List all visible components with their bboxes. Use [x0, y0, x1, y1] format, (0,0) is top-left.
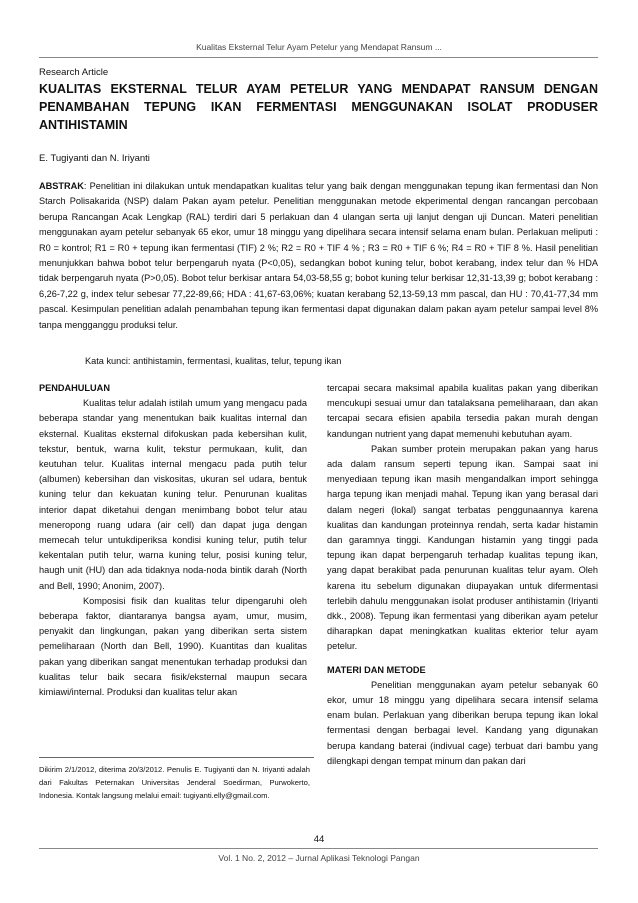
abstract-label: ABSTRAK — [39, 181, 84, 191]
paragraph: tercapai secara maksimal apabila kualitas pakan yang diberikan mencukupi sesuai umur dan tatalaksana pemeliharaan, dan akan tercapai secara efisien apabila tersedia pakan murah dengan kandungan nutrient yang dapat memenuhi kebutuhan ayam. — [327, 383, 598, 439]
paper-title: KUALITAS EKSTERNAL TELUR AYAM PETELUR YANG MENDAPAT RANSUM DENGAN PENAMBAHAN TEPUNG IKAN FERMENTASI MENGGUNAKAN ISOLAT PRODUSER ANTIHISTAMIN — [39, 82, 598, 132]
abstract — [39, 179, 598, 333]
page-number: 44 — [313, 834, 325, 845]
footnote-rule — [39, 757, 314, 758]
running-header: Kualitas Eksternal Telur Ayam Petelur yang Mendapat Ransum ... — [196, 42, 442, 52]
section-heading-materi-dan-metode: MATERI DAN METODE — [327, 664, 426, 675]
abstract-text: : Penelitian ini dilakukan untuk mendapatkan kualitas telur yang baik dengan menggunakan tepung ikan fermentasi dan Non Starch Polisakarida (NSP) dalam Pakan ayam petelur. Penelitian menggunakan metode ekperimental dengan rancangan percobaan berupa Rancangan Acak Lengkap (RAL) terdiri dari 5 perlakuan dan 4 ulangan serta uji lanjut dengan uji Duncan. Materi penelitian menggunakan ayam petelur sebanyak 65 ekor, umur 18 minggu yang dipelihara secara intensif selama enam bulan. Perlakuan meliputi : R0 = kontrol; R1 = R0 + tepung ikan fermentasi (TIF) 2 %; R2 = R0 + TIF 4 % ; R3 = R0 + TIF 6 %; R4 = R0 + TIF 8 %. Hasil penelitian menunjukkan bahwa bobot telur berpengaruh nyata (P<0,05), sedangkan bobot kuning telur, bobot kerabang, index telur dan % HDA tidak berpengaruh nyata (P>0,05). Bobot telur berkisar antara 54,03-58,55 g; bobot kuning telur berkisar 12,31-13,39 g; bobot kerabang : 6,26-7,22 g, index telur sebesar 77,22-89,66; HDA : 41,67-63,06%; kuatan kerabang 52,13-59,13 mm pascal, dan HU : 70,41-77,34 mm pascal. Kesimpulan penelitian adalah penambahan tepung ikan fermentasi dapat digunakan dalam pakan ayam petelur sampai level 8% tanpa mengganggu produksi telur. — [39, 181, 598, 330]
paragraph: Komposisi fisik dan kualitas telur dipengaruhi oleh beberapa faktor, diantaranya bangsa ayam, umur, musim, penyakit dan lingkungan, pakan yang diberikan serta sistem pemeliharaan (North dan Bell, 1990). Kuantitas dan kualitas pakan yang diberikan sangat menentukan terhadap produksi dan kualitas telur baik secara fisik/eksternal maupun secara kimiawi/internal. Produksi dan kualitas telur akan — [39, 595, 307, 698]
paragraph: Pakan sumber protein merupakan pakan yang harus ada dalam ransum seperti tepung ikan. Sampai saat ini menyediaan tepung ikan masih mengandalkan import sehingga harga tepung ikan menjadi mahal. Tepung ikan yang berasal dari dalam negeri (lokal) sangat terbatas penggunaannya karena kualitas dan kandungan proteinnya rendah, serta kadar histamin dan garamnya tinggi. Kandungan histamin yang tinggi pada tepung ikan dapat berpengaruh terhadap kualitas tepung ikan, yang dapat berakibat pada penurunan kualitas telur ayam. Oleh karena itu sebelum digunakan diupayakan untuk difermentasi terlebih dahulu menggunakan isolat produser antihistamin (Iriyanti dkk., 2008). Tepung ikan fermentasi yang diberikan ayam petelur diharapkan dapat meningkatkan kualitas ekterior telur ayam petelur. — [327, 443, 598, 652]
article-type: Research Article — [39, 67, 109, 78]
keywords: Kata kunci: antihistamin, fermentasi, kualitas, telur, tepung ikan — [85, 356, 342, 366]
header-rule — [39, 57, 598, 58]
paragraph: Penelitian menggunakan ayam petelur sebanyak 60 ekor, umur 18 minggu yang dipelihara secara intensif selama enam bulan. Perlakuan yang diberikan berupa tepung ikan lokal fermentasi dengan berbagai level. Kandang yang digunakan berupa kandang baterai (indivual cage) terbuat dari bambu yang dilengkapi dengan tempat minum dan pakan dari — [327, 679, 598, 766]
left-column — [39, 381, 307, 700]
footnote: Dikirim 2/1/2012, diterima 20/3/2012. Penulis E. Tugiyanti dan N. Iriyanti adalah dari Fakultas Peternakan Universitas Jenderal Soedirman, Purwokerto, Indonesia. Kontak langsung melalui email: tugiyanti.elly@gmail.com. — [39, 765, 310, 800]
paragraph: Kualitas telur adalah istilah umum yang mengacu pada beberapa standar yang menentukan baik kualitas internal dan eksternal. Kualitas eksternal difokuskan pada kebersihan kulit, tekstur, bentuk, warna kulit, tekstur permukaan, kulit, dan keutuhan telur. Kualitas internal mengacu pada putih telur (albumen) kebersihan dan viskositas, ukuran sel udara, bentuk kuning telur dan kekuatan kuning telur. Penurunan kualitas interior dapat diketahui dengan menimbang bobot telur atau meneropong ruang udara (air cell) dan dapat juga dengan memecah telur untukdiperiksa kondisi kuning telur, putih telur kekentalan putih telur, warna kuning telur, posisi kuning telur, haugh unit (HU) dan ada tidaknya noda-noda bintik darah (North and Bell, 1990; Anonim, 2007). — [39, 398, 307, 591]
journal-footer: Vol. 1 No. 2, 2012 – Jurnal Aplikasi Teknologi Pangan — [218, 853, 420, 863]
authors: E. Tugiyanti dan N. Iriyanti — [39, 153, 150, 164]
right-column — [327, 381, 598, 769]
section-heading-pendahuluan: PENDAHULUAN — [39, 383, 110, 393]
footer-rule — [39, 848, 598, 849]
